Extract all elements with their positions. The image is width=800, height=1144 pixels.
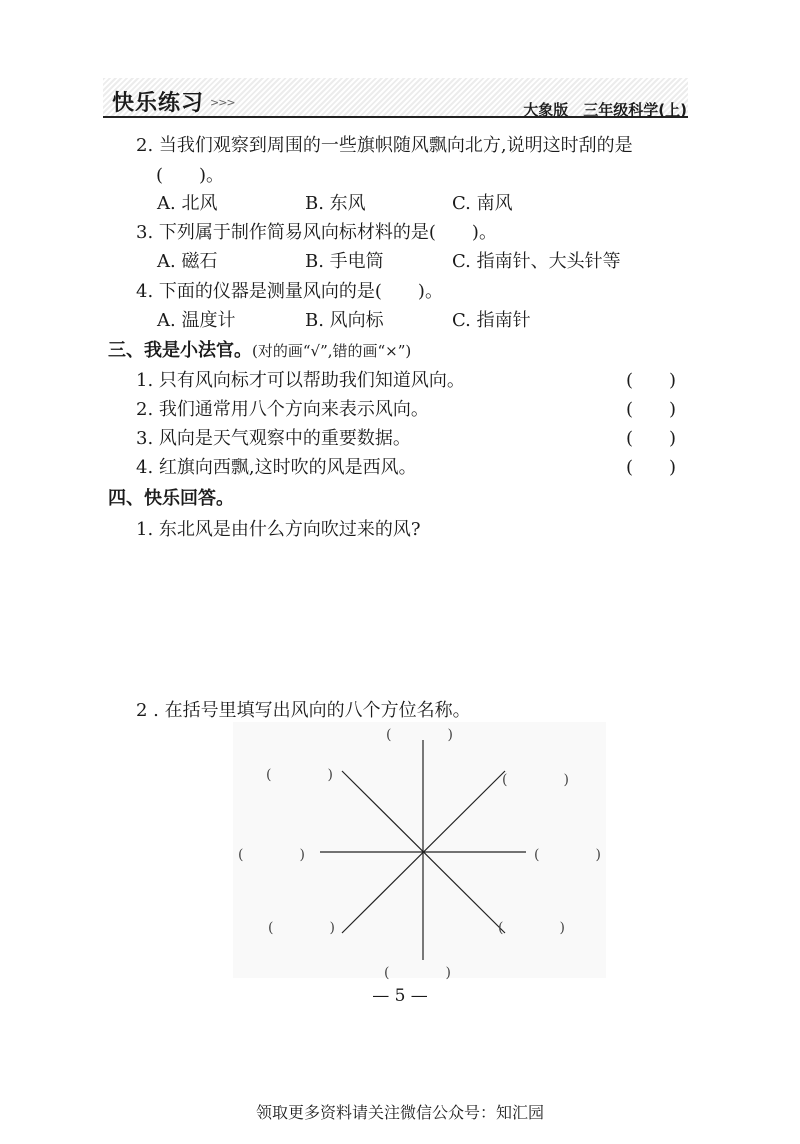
q2-option-c: C. 南风 (452, 193, 513, 214)
section-4-title: 四、快乐回答。 (108, 488, 234, 509)
question-2-line2: ( )。 (156, 165, 225, 186)
judge-answer-4[interactable]: ( ) (626, 457, 677, 478)
judge-answer-2[interactable]: ( ) (626, 399, 677, 420)
edition-label: 大象版 三年级科学(上) (523, 101, 687, 119)
q4-option-a: A. 温度计 (157, 310, 236, 331)
answer-question-2: 2 . 在括号里填写出风向的八个方位名称。 (136, 700, 471, 721)
judge-answer-3[interactable]: ( ) (626, 428, 677, 449)
judge-item-1: 1. 只有风向标才可以帮助我们知道风向。 (136, 370, 465, 391)
q3-option-b: B. 手电筒 (305, 251, 384, 272)
judge-item-2: 2. 我们通常用八个方向来表示风向。 (136, 399, 429, 420)
q2-option-b: B. 东风 (305, 193, 366, 214)
compass-label-ne[interactable]: ( ) (502, 772, 569, 788)
brand-arrows: >>> (210, 96, 235, 109)
answer-question-1: 1. 东北风是由什么方向吹过来的风? (136, 519, 421, 540)
compass-label-e[interactable]: ( ) (534, 847, 601, 863)
q2-option-a: A. 北风 (157, 193, 218, 214)
judge-item-4: 4. 红旗向西飘,这时吹的风是西风。 (136, 457, 417, 478)
q4-option-c: C. 指南针 (452, 310, 531, 331)
q3-option-a: A. 磁石 (157, 251, 218, 272)
compass-label-w[interactable]: ( ) (238, 847, 305, 863)
question-2-line1: 2. 当我们观察到周围的一些旗帜随风飘向北方,说明这时刮的是 (136, 135, 633, 156)
judge-item-3: 3. 风向是天气观察中的重要数据。 (136, 428, 411, 449)
compass-label-se[interactable]: ( ) (498, 920, 565, 936)
compass-label-sw[interactable]: ( ) (268, 920, 335, 936)
book-brand-title: 快乐练习 (112, 91, 205, 116)
footer-note: 领取更多资料请关注微信公众号：知汇园 (255, 1103, 544, 1122)
q3-option-c: C. 指南针、大头针等 (452, 251, 621, 272)
page-number: — 5 — (372, 986, 428, 1006)
section-3-instruction: (对的画“√”,错的画“×”) (252, 342, 412, 360)
judge-answer-1[interactable]: ( ) (626, 370, 677, 391)
compass-label-n[interactable]: ( ) (386, 727, 453, 743)
q4-option-b: B. 风向标 (305, 310, 384, 331)
compass-label-nw[interactable]: ( ) (266, 767, 333, 783)
question-4: 4. 下面的仪器是测量风向的是( )。 (136, 281, 443, 302)
section-3-title: 三、我是小法官。 (108, 340, 252, 361)
compass-label-s[interactable]: ( ) (384, 965, 451, 981)
question-3: 3. 下列属于制作简易风向标材料的是( )。 (136, 222, 497, 243)
